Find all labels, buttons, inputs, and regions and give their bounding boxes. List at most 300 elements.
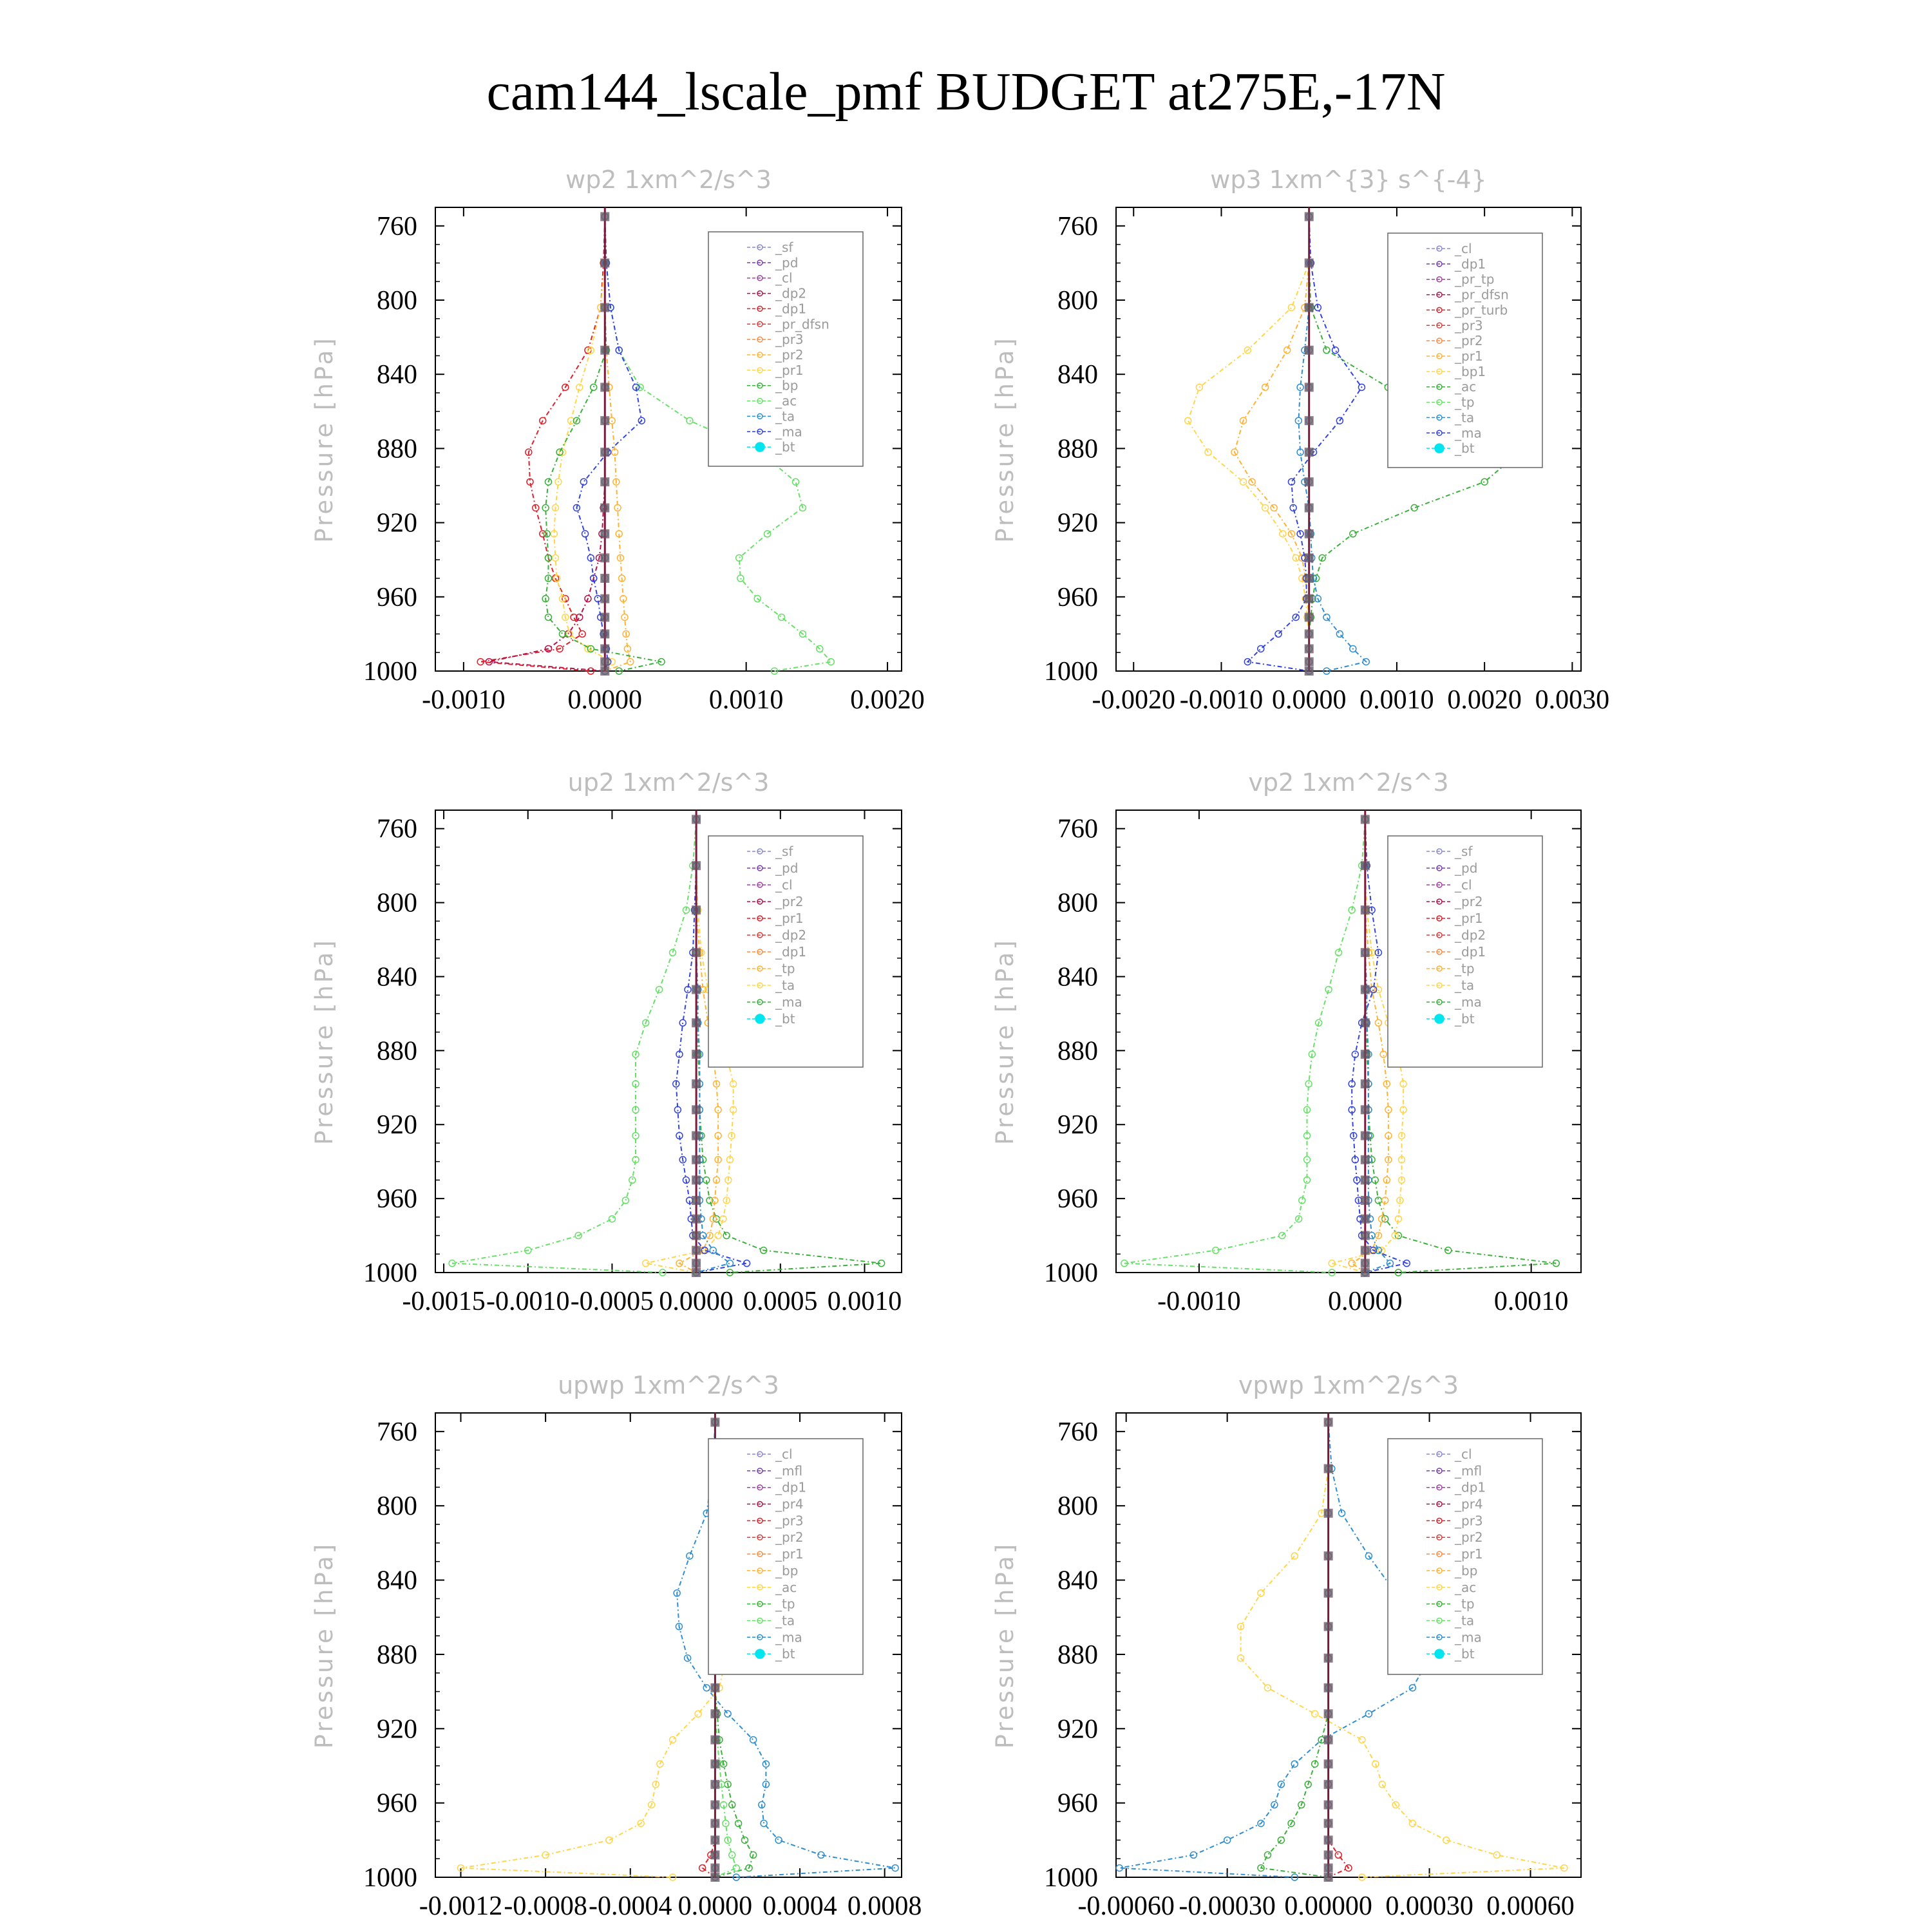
- data-point-tp: [750, 1737, 757, 1743]
- legend-label: _mfl: [1455, 1463, 1482, 1479]
- legend-label: _cl: [1455, 241, 1472, 256]
- y-tick-label: 920: [377, 1714, 417, 1745]
- data-point-pr1: [670, 1737, 676, 1743]
- data-point-tp: [1291, 1761, 1298, 1767]
- zero-marker: [710, 1417, 719, 1426]
- zero-marker: [1324, 1589, 1333, 1598]
- legend-label: _ma: [775, 1629, 802, 1645]
- zero-marker: [710, 1780, 719, 1789]
- zero-marker: [692, 1231, 701, 1240]
- legend-label: _dp2: [775, 285, 807, 301]
- zero-marker: [710, 1759, 719, 1768]
- data-point-pr1: [1288, 305, 1294, 311]
- data-point-ac: [733, 1865, 739, 1871]
- legend-marker: [755, 1014, 764, 1023]
- legend-label: _sf: [1455, 844, 1473, 859]
- data-point-pr1: [1185, 417, 1191, 424]
- zero-marker: [600, 658, 609, 667]
- zero-marker: [1361, 1079, 1370, 1088]
- x-tick-label: 0.0008: [847, 1891, 922, 1921]
- data-point-pr1: [1359, 1737, 1365, 1743]
- zero-marker: [1305, 644, 1314, 653]
- zero-marker: [1305, 448, 1314, 457]
- zero-marker: [692, 1196, 701, 1205]
- data-point-ta: [1258, 645, 1264, 652]
- zero-marker: [600, 448, 609, 457]
- legend-label: _dp2: [775, 927, 807, 943]
- x-tick-label: -0.0008: [504, 1891, 587, 1921]
- zero-marker: [1305, 303, 1314, 312]
- zero-marker: [1361, 1196, 1370, 1205]
- legend-label: _ma: [1455, 994, 1482, 1010]
- x-tick-label: 0.0010: [827, 1287, 902, 1316]
- legend-label: _ma: [775, 994, 802, 1010]
- x-tick-label: 0.0030: [1535, 685, 1610, 715]
- data-point-pr1: [1312, 1710, 1318, 1717]
- y-tick-label: 840: [377, 360, 417, 390]
- legend-label: _dp1: [775, 1479, 807, 1495]
- chart-panel-3: [310, 768, 902, 1316]
- legend-label: _ac: [1455, 1579, 1477, 1595]
- y-tick-label: 880: [377, 1640, 417, 1670]
- data-point-tp: [775, 1837, 782, 1843]
- legend-label: _pr1: [775, 362, 804, 378]
- zero-marker: [1305, 477, 1314, 486]
- data-point-pr1: [1258, 1590, 1264, 1596]
- data-point-bp: [545, 614, 552, 620]
- zero-marker: [600, 383, 609, 392]
- zero-marker: [710, 1819, 719, 1828]
- legend-marker: [755, 442, 764, 451]
- zero-marker: [692, 948, 701, 957]
- legend-label: _pr_dfsn: [1455, 287, 1509, 303]
- data-point-ta: [1275, 630, 1282, 637]
- zero-marker: [692, 1259, 701, 1268]
- zero-marker: [1361, 1050, 1370, 1059]
- data-point-pr1: [695, 1710, 701, 1717]
- data-point-pr2: [1349, 1260, 1355, 1267]
- zero-marker: [1324, 1780, 1333, 1789]
- y-tick-label: 760: [377, 211, 417, 242]
- legend-label: _mfl: [775, 1463, 803, 1479]
- y-tick-label: 880: [1057, 434, 1098, 464]
- y-tick-label: 960: [377, 582, 417, 612]
- zero-marker: [600, 258, 609, 267]
- data-point-pr1: [1291, 1553, 1298, 1559]
- y-tick-label: 1000: [1044, 1863, 1098, 1893]
- series-line-pr1: [461, 1422, 732, 1877]
- legend-label: _pr4: [775, 1496, 804, 1512]
- chart-panel-5: [310, 1371, 922, 1921]
- legend-label: _dp2: [1455, 927, 1486, 943]
- zero-marker: [710, 1873, 719, 1882]
- y-tick-label: 800: [377, 1492, 417, 1522]
- legend-label: _sf: [775, 240, 793, 255]
- y-tick-label: 840: [377, 962, 417, 992]
- y-axis-label: Pressure [hPa]: [991, 336, 1019, 543]
- y-tick-label: 960: [377, 1788, 417, 1819]
- legend-label: _pd: [775, 860, 799, 876]
- x-tick-label: 0.0000: [659, 1287, 734, 1316]
- zero-marker: [1361, 1231, 1370, 1240]
- zero-marker: [1324, 1864, 1333, 1873]
- data-point-bp1: [1350, 531, 1356, 537]
- zero-marker: [1361, 1131, 1370, 1140]
- y-tick-label: 840: [1057, 962, 1098, 992]
- y-tick-label: 880: [377, 1036, 417, 1066]
- x-tick-label: 0.00060: [1486, 1891, 1575, 1921]
- legend-label: _ta: [1455, 410, 1475, 426]
- zero-marker: [692, 1050, 701, 1059]
- y-tick-label: 840: [1057, 1566, 1098, 1596]
- data-point-ta: [674, 1106, 681, 1113]
- zero-marker: [1324, 1683, 1333, 1692]
- zero-marker: [710, 1835, 719, 1844]
- legend-label: _bp: [775, 377, 799, 393]
- zero-marker: [600, 416, 609, 425]
- zero-marker: [1361, 1155, 1370, 1164]
- zero-marker: [692, 815, 701, 824]
- x-tick-label: 0.0010: [1493, 1287, 1569, 1316]
- zero-marker: [692, 861, 701, 870]
- legend-label: _pr1: [775, 1546, 804, 1562]
- legend-label: _ta: [775, 1613, 795, 1629]
- zero-marker: [692, 985, 701, 994]
- y-tick-label: 960: [1057, 582, 1098, 612]
- panel-grid: [310, 166, 1609, 1921]
- x-tick-label: 0.0020: [850, 685, 925, 715]
- zero-marker: [710, 1801, 719, 1810]
- zero-marker: [1361, 985, 1370, 994]
- legend-label: _pr1: [1455, 348, 1483, 364]
- legend-label: _pr2: [1455, 333, 1483, 349]
- y-tick-label: 920: [377, 508, 417, 538]
- zero-marker: [1305, 416, 1314, 425]
- legend-label: _pr2: [775, 1530, 804, 1546]
- data-point-bp: [1264, 1852, 1271, 1858]
- data-point-tp: [892, 1865, 898, 1871]
- zero-marker: [600, 574, 609, 583]
- legend-label: _dp1: [775, 301, 807, 317]
- zero-marker: [1361, 815, 1370, 824]
- data-point-tp: [724, 1710, 731, 1717]
- legend-label: _pr2: [1455, 1530, 1483, 1546]
- x-tick-label: 0.0010: [708, 685, 784, 715]
- legend-label: _cl: [775, 877, 793, 893]
- zero-marker: [710, 1736, 719, 1745]
- zero-marker: [600, 477, 609, 486]
- data-point-dp1: [622, 1197, 629, 1204]
- data-point-bp: [741, 1837, 748, 1843]
- data-point-bp: [591, 384, 597, 390]
- legend-label: _pr_tp: [1455, 271, 1495, 287]
- zero-marker: [692, 905, 701, 914]
- x-tick-label: 0.0005: [743, 1287, 818, 1316]
- zero-marker: [1361, 905, 1370, 914]
- zero-marker: [1324, 1835, 1333, 1844]
- legend-label: _sf: [775, 844, 793, 859]
- series-line-dp1: [1124, 819, 1365, 1273]
- data-point-ac: [736, 554, 743, 561]
- y-axis-label: Pressure [hPa]: [991, 938, 1019, 1145]
- legend-label: _cl: [775, 1446, 793, 1462]
- y-axis-label: Pressure [hPa]: [991, 1541, 1019, 1749]
- y-tick-label: 800: [377, 888, 417, 918]
- zero-marker: [1361, 1259, 1370, 1268]
- legend-label: _ac: [775, 393, 797, 409]
- legend-label: _pr1: [1455, 1546, 1483, 1562]
- y-tick-label: 920: [1057, 1110, 1098, 1141]
- x-tick-label: 0.0000: [567, 685, 643, 715]
- y-tick-label: 800: [377, 286, 417, 316]
- chart-panel-6: [991, 1371, 1581, 1921]
- series-line-dp2: [489, 216, 605, 671]
- series-line-tp: [1119, 1422, 1429, 1877]
- legend-label: _pr2: [775, 347, 804, 363]
- legend-label: _ta: [1455, 978, 1475, 993]
- legend-marker: [755, 1649, 764, 1658]
- zero-marker: [692, 1018, 701, 1027]
- data-point-dp1: [609, 1216, 615, 1222]
- y-tick-label: 960: [1057, 1184, 1098, 1215]
- zero-marker: [1324, 1759, 1333, 1768]
- y-tick-label: 960: [1057, 1788, 1098, 1819]
- y-tick-label: 760: [377, 1417, 417, 1447]
- zero-marker: [1305, 383, 1314, 392]
- legend-label: _ta: [775, 408, 795, 424]
- legend-label: _ac: [775, 1579, 797, 1595]
- legend-label: _pd: [775, 254, 799, 270]
- zero-marker: [1324, 1551, 1333, 1560]
- series-line-bp: [1261, 1422, 1329, 1877]
- legend-label: _dp1: [1455, 1479, 1486, 1495]
- legend-label: _pr3: [775, 332, 804, 348]
- zero-marker: [692, 1246, 701, 1255]
- data-point-pr4: [1335, 1852, 1341, 1858]
- zero-marker: [692, 1175, 701, 1184]
- zero-marker: [1361, 861, 1370, 870]
- legend-label: _pr3: [1455, 317, 1483, 334]
- legend-label: _pd: [1455, 860, 1478, 876]
- data-point-tp: [703, 1685, 710, 1691]
- zero-marker: [600, 644, 609, 653]
- legend-label: _pr3: [775, 1513, 804, 1529]
- y-tick-label: 760: [377, 814, 417, 844]
- y-tick-label: 920: [1057, 508, 1098, 538]
- zero-marker: [692, 1105, 701, 1114]
- legend-label: _bt: [775, 1011, 795, 1027]
- x-tick-label: 0.0000: [1271, 685, 1347, 715]
- zero-marker: [692, 1268, 701, 1277]
- zero-marker: [600, 529, 609, 538]
- zero-marker: [1305, 658, 1314, 667]
- panel-title: vp2 1xm^2/s^3: [1248, 768, 1449, 797]
- data-point-pr1: [715, 1233, 721, 1239]
- zero-marker: [1324, 1801, 1333, 1810]
- x-tick-label: 0.0010: [1359, 685, 1434, 715]
- data-point-pr2: [715, 1106, 721, 1113]
- zero-marker: [1305, 258, 1314, 267]
- zero-marker: [1305, 629, 1314, 638]
- zero-marker: [600, 612, 609, 621]
- x-tick-label: -0.0020: [1092, 685, 1175, 715]
- zero-marker: [600, 346, 609, 355]
- zero-marker: [1324, 1850, 1333, 1859]
- x-tick-label: 0.00030: [1385, 1891, 1473, 1921]
- legend-label: _ma: [775, 424, 802, 440]
- y-axis-label: Pressure [hPa]: [310, 1541, 338, 1749]
- zero-marker: [1324, 1622, 1333, 1631]
- y-tick-label: 760: [1057, 1417, 1098, 1447]
- zero-marker: [692, 1155, 701, 1164]
- legend-label: _cl: [775, 270, 793, 286]
- y-tick-label: 880: [377, 434, 417, 464]
- zero-marker: [1361, 948, 1370, 957]
- data-point-pr2: [1284, 347, 1291, 354]
- chart-panel-1: [310, 166, 925, 715]
- y-tick-label: 1000: [363, 1863, 417, 1893]
- data-point-tp: [687, 1553, 693, 1559]
- legend-label: _tp: [1455, 1596, 1475, 1612]
- zero-marker: [1305, 574, 1314, 583]
- y-tick-label: 800: [1057, 1492, 1098, 1522]
- legend-label: _bp: [775, 1562, 799, 1578]
- panel-title: wp3 1xm^{3} s^{-4}: [1210, 166, 1487, 194]
- y-tick-label: 1000: [363, 657, 417, 687]
- zero-marker: [600, 212, 609, 221]
- x-tick-label: -0.0005: [570, 1287, 654, 1316]
- x-tick-label: 0.0020: [1447, 685, 1522, 715]
- zero-marker: [692, 1079, 701, 1088]
- zero-marker: [1305, 667, 1314, 676]
- y-tick-label: 840: [377, 1566, 417, 1596]
- y-tick-label: 920: [377, 1110, 417, 1141]
- panel-title: upwp 1xm^2/s^3: [558, 1371, 779, 1399]
- data-point-bp1: [1323, 347, 1330, 354]
- zero-marker: [1305, 212, 1314, 221]
- zero-marker: [1361, 1175, 1370, 1184]
- legend-label: _pr4: [1455, 1496, 1483, 1512]
- data-point-pr1: [1379, 1781, 1385, 1788]
- data-point-ta: [1332, 347, 1339, 354]
- zero-marker: [600, 667, 609, 676]
- legend-label: _pr2: [1455, 894, 1483, 909]
- chart-panel-2: [991, 166, 1609, 715]
- x-tick-label: 0.00000: [1284, 1891, 1372, 1921]
- legend-label: _ma: [1455, 425, 1482, 441]
- zero-marker: [692, 1215, 701, 1224]
- y-tick-label: 760: [1057, 211, 1098, 242]
- data-point-bp1: [1411, 505, 1417, 511]
- y-tick-label: 880: [1057, 1640, 1098, 1670]
- y-tick-label: 800: [1057, 286, 1098, 316]
- zero-marker: [1324, 1464, 1333, 1473]
- legend-label: _dp1: [1455, 256, 1486, 272]
- legend-label: _tp: [1455, 961, 1475, 976]
- zero-marker: [1324, 1709, 1333, 1718]
- data-point-tp: [1336, 630, 1343, 637]
- x-tick-label: -0.00060: [1077, 1891, 1175, 1921]
- panel-title: vpwp 1xm^2/s^3: [1238, 1371, 1459, 1399]
- data-point-tp: [726, 1260, 733, 1267]
- figure-title: cam144_lscale_pmf BUDGET at275E,-17N: [486, 62, 1446, 122]
- x-tick-label: -0.0010: [1179, 685, 1264, 715]
- data-point-pr1: [1280, 531, 1286, 537]
- zero-marker: [710, 1709, 719, 1718]
- y-tick-label: 840: [1057, 360, 1098, 390]
- panel-title: up2 1xm^2/s^3: [567, 768, 770, 797]
- legend-label: _ta: [775, 978, 795, 993]
- x-tick-label: 0.0000: [1328, 1287, 1403, 1316]
- legend-label: _ta: [1455, 1613, 1475, 1629]
- zero-marker: [600, 504, 609, 513]
- data-point-ac: [779, 614, 785, 620]
- y-tick-label: 760: [1057, 814, 1098, 844]
- legend-label: _dp1: [775, 944, 807, 960]
- zero-marker: [1324, 1736, 1333, 1745]
- zero-marker: [1324, 1873, 1333, 1882]
- legend-label: _pr_dfsn: [775, 316, 829, 332]
- legend-label: _dp1: [1455, 944, 1486, 960]
- x-tick-label: -0.0010: [422, 685, 506, 715]
- data-point-pr2: [614, 505, 621, 511]
- legend-label: _bt: [775, 1646, 795, 1662]
- zero-marker: [1361, 1105, 1370, 1114]
- zero-marker: [1305, 504, 1314, 513]
- x-tick-label: 0.0004: [762, 1891, 837, 1921]
- legend-label: _cl: [1455, 1446, 1472, 1462]
- legend-label: _ac: [1455, 379, 1477, 395]
- zero-marker: [600, 594, 609, 603]
- zero-marker: [1305, 612, 1314, 621]
- y-tick-label: 800: [1057, 888, 1098, 918]
- series-line-pr1: [1188, 216, 1309, 671]
- y-tick-label: 880: [1057, 1036, 1098, 1066]
- y-axis-label: Pressure [hPa]: [310, 938, 338, 1145]
- y-axis-label: Pressure [hPa]: [310, 336, 338, 543]
- data-point-bp: [735, 1820, 742, 1826]
- legend-label: _ma: [1455, 1629, 1482, 1645]
- zero-marker: [1324, 1509, 1333, 1518]
- zero-marker: [1361, 1215, 1370, 1224]
- zero-marker: [1305, 594, 1314, 603]
- zero-marker: [600, 629, 609, 638]
- legend-label: _tp: [775, 961, 795, 976]
- y-tick-label: 960: [377, 1184, 417, 1215]
- legend-label: _cl: [1455, 877, 1472, 893]
- legend-label: _bp1: [1455, 363, 1486, 379]
- legend-label: _pr2: [775, 894, 804, 909]
- data-point-pr1: [1493, 1852, 1500, 1858]
- data-point-pr2: [1262, 384, 1269, 390]
- legend-label: _tp: [775, 1596, 795, 1612]
- data-point-pr1: [1409, 1820, 1416, 1826]
- data-point-dp2: [723, 1233, 730, 1239]
- legend-label: _tp: [1455, 394, 1475, 410]
- legend-marker: [1435, 1014, 1444, 1023]
- zero-marker: [1361, 1268, 1370, 1277]
- zero-marker: [710, 1864, 719, 1873]
- legend-label: _bt: [775, 439, 795, 455]
- data-point-dp1: [1305, 1081, 1312, 1087]
- zero-marker: [1324, 1417, 1333, 1426]
- x-tick-label: -0.0010: [486, 1287, 570, 1316]
- zero-marker: [1305, 553, 1314, 562]
- legend-label: _bp: [1455, 1562, 1478, 1578]
- zero-marker: [710, 1683, 719, 1692]
- zero-marker: [1305, 529, 1314, 538]
- data-point-pr1: [1240, 478, 1247, 485]
